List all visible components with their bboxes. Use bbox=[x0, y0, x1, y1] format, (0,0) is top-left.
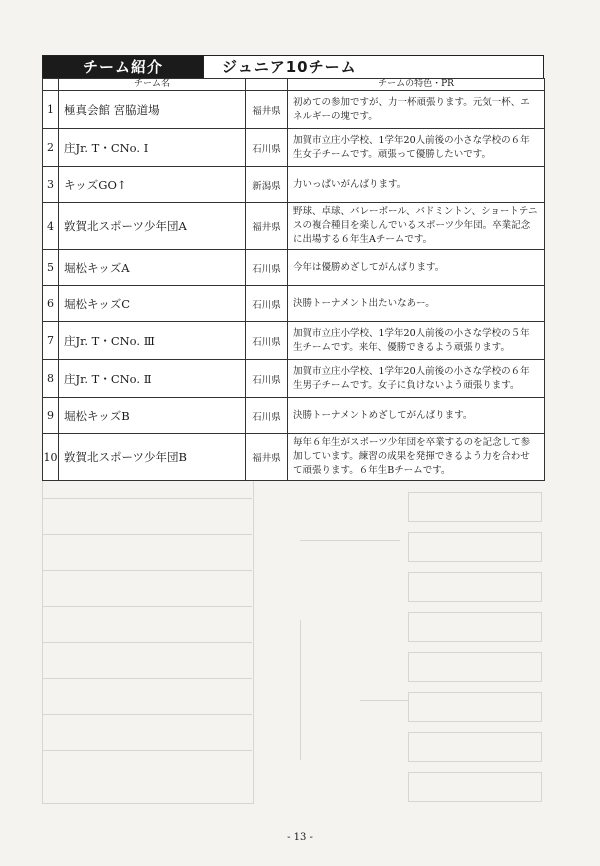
table-row bbox=[43, 91, 545, 129]
team-pr: 加賀市立庄小学校、1学年20人前後の小さな学校の５年生チームです。来年、優勝できるよう頑張ります。 bbox=[288, 322, 545, 360]
table-row bbox=[43, 286, 545, 322]
team-number: 8 bbox=[43, 360, 59, 398]
team-pr: 野球、卓球、バレーボール、バドミントン、ショートテニスの複合種目を楽しんでいるスポーツ少年団。卒業記念に出場する６年生Aチームです。 bbox=[288, 203, 545, 250]
team-name: 堀松キッズC bbox=[59, 286, 246, 322]
bleed-line bbox=[42, 534, 252, 535]
header-num bbox=[43, 79, 59, 91]
team-pr: 決勝トーナメント出たいなあー。 bbox=[288, 286, 545, 322]
bleed-box bbox=[408, 572, 542, 602]
bleed-line bbox=[300, 540, 400, 541]
team-number: 9 bbox=[43, 398, 59, 434]
table-row bbox=[43, 360, 545, 398]
category-label: ジュニア10チーム bbox=[203, 56, 543, 78]
team-prefecture: 石川県 bbox=[246, 398, 288, 434]
table-row bbox=[43, 203, 545, 250]
bleed-box bbox=[408, 692, 542, 722]
team-number: 7 bbox=[43, 322, 59, 360]
bleed-line bbox=[42, 678, 252, 679]
header-team-name: チーム名 bbox=[59, 79, 246, 91]
team-prefecture: 福井県 bbox=[246, 91, 288, 129]
team-prefecture: 石川県 bbox=[246, 250, 288, 286]
team-name: 極真会館 宮脇道場 bbox=[59, 91, 246, 129]
team-name: 庄Jr. T・CNo. Ⅰ bbox=[59, 129, 246, 167]
table-row bbox=[43, 167, 545, 203]
team-name: 敦賀北スポーツ少年団A bbox=[59, 203, 246, 250]
team-prefecture: 新潟県 bbox=[246, 167, 288, 203]
team-pr: 毎年６年生がスポーツ少年団を卒業するのを記念して参加しています。練習の成果を発揮できるよう力を合わせて頑張ります。６年生Bチームです。 bbox=[288, 434, 545, 481]
team-number: 4 bbox=[43, 203, 59, 250]
team-pr: 今年は優勝めざしてがんばります。 bbox=[288, 250, 545, 286]
table-row bbox=[43, 129, 545, 167]
team-number: 3 bbox=[43, 167, 59, 203]
bleed-box bbox=[408, 492, 542, 522]
table-row bbox=[43, 250, 545, 286]
bleed-line bbox=[360, 700, 408, 701]
team-name: 堀松キッズB bbox=[59, 398, 246, 434]
bleed-box bbox=[408, 772, 542, 802]
bleed-line bbox=[42, 570, 252, 571]
bleed-line bbox=[300, 620, 301, 760]
team-number: 10 bbox=[43, 434, 59, 481]
team-number: 1 bbox=[43, 91, 59, 129]
table-header-row bbox=[43, 79, 545, 91]
table-row bbox=[43, 322, 545, 360]
bleed-box bbox=[408, 532, 542, 562]
bleed-box bbox=[408, 652, 542, 682]
team-name: キッズGO↑ bbox=[59, 167, 246, 203]
team-number: 2 bbox=[43, 129, 59, 167]
team-pr: 力いっぱいがんばります。 bbox=[288, 167, 545, 203]
team-pr: 加賀市立庄小学校、1学年20人前後の小さな学校の６年生女子チームです。頑張って優勝したいです。 bbox=[288, 129, 545, 167]
team-pr: 初めての参加ですが、力一杯頑張ります。元気一杯、エネルギーの塊です。 bbox=[288, 91, 545, 129]
team-prefecture: 石川県 bbox=[246, 322, 288, 360]
team-prefecture: 福井県 bbox=[246, 203, 288, 250]
page-number: - 13 - bbox=[287, 832, 313, 843]
team-pr: 加賀市立庄小学校、1学年20人前後の小さな学校の６年生男子チームです。女子に負けないよう頑張ります。 bbox=[288, 360, 545, 398]
team-table bbox=[42, 78, 545, 481]
header-features: チームの特色・PR bbox=[288, 79, 545, 91]
bleed-line bbox=[42, 606, 252, 607]
bleed-line bbox=[42, 498, 252, 499]
team-prefecture: 石川県 bbox=[246, 360, 288, 398]
team-prefecture: 石川県 bbox=[246, 286, 288, 322]
section-header bbox=[42, 55, 544, 78]
table-row bbox=[43, 398, 545, 434]
bleed-line bbox=[42, 750, 252, 751]
bleed-box bbox=[408, 612, 542, 642]
bleed-line bbox=[42, 642, 252, 643]
section-label: チーム紹介 bbox=[43, 56, 203, 78]
bleed-box bbox=[408, 732, 542, 762]
bleed-line bbox=[42, 714, 252, 715]
team-introduction-sheet bbox=[42, 55, 544, 481]
bleed-box bbox=[42, 462, 254, 804]
team-name: 堀松キッズA bbox=[59, 250, 246, 286]
table-row bbox=[43, 434, 545, 481]
team-name: 敦賀北スポーツ少年団B bbox=[59, 434, 246, 481]
team-pr: 決勝トーナメントめざしてがんばります。 bbox=[288, 398, 545, 434]
team-prefecture: 福井県 bbox=[246, 434, 288, 481]
team-number: 5 bbox=[43, 250, 59, 286]
team-name: 庄Jr. T・CNo. Ⅲ bbox=[59, 322, 246, 360]
team-name: 庄Jr. T・CNo. Ⅱ bbox=[59, 360, 246, 398]
header-pref bbox=[246, 79, 288, 91]
team-prefecture: 石川県 bbox=[246, 129, 288, 167]
team-number: 6 bbox=[43, 286, 59, 322]
